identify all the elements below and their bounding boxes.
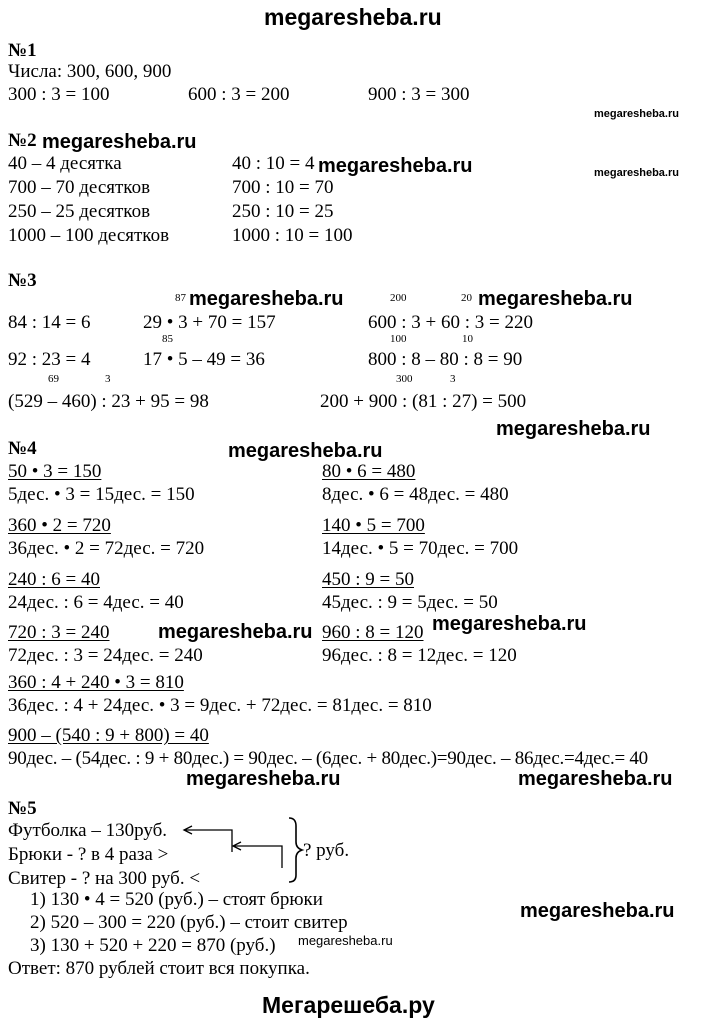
- task2-right-4: 1000 : 10 = 100: [232, 225, 353, 246]
- watermark: megaresheba.ru: [594, 108, 679, 120]
- watermark: megaresheba.ru: [520, 900, 675, 922]
- task2-left-3: 250 – 25 десятков: [8, 201, 151, 222]
- task5-line-2: Брюки - ? в 4 раза >: [8, 844, 169, 865]
- task4-d1: 140 • 5 = 700: [322, 515, 425, 536]
- task1-heading: №1: [8, 40, 37, 61]
- task4-c2: 36дес. • 2 = 72дес. = 720: [8, 538, 205, 559]
- task4-i1: 360 : 4 + 240 • 3 = 810: [8, 672, 184, 693]
- task3-eq7-note-a: 69: [48, 373, 59, 385]
- task3-eq3-note-b: 20: [461, 292, 472, 304]
- task4-i2: 36дес. : 4 + 24дес. • 3 = 9дес. + 72дес. = 81дес. = 810: [8, 695, 432, 716]
- task4-b2: 8дес. • 6 = 48дес. = 480: [322, 484, 509, 505]
- task4-j2: 90дес. – (54дес. : 9 + 80дес.) = 90дес. – (6дес. + 80дес.)=90дес. – 86дес.=4дес.= 40: [8, 748, 648, 769]
- watermark: megaresheba.ru: [189, 288, 344, 310]
- task3-eq2: 29 • 3 + 70 = 157: [143, 312, 276, 333]
- task4-d2: 14дес. • 5 = 70дес. = 700: [322, 538, 519, 559]
- watermark: megaresheba.ru: [496, 418, 651, 440]
- task1-numbers: Числа: 300, 600, 900: [8, 61, 172, 82]
- task4-a1: 50 • 3 = 150: [8, 461, 102, 482]
- watermark: megaresheba.ru: [42, 131, 197, 153]
- task5-step-3: 3) 130 + 520 + 220 = 870 (руб.): [30, 935, 276, 956]
- task4-e1: 240 : 6 = 40: [8, 569, 100, 590]
- task3-eq6-note-a: 100: [390, 333, 407, 345]
- task5-question: ? руб.: [303, 840, 350, 861]
- task4-g1: 720 : 3 = 240: [8, 622, 110, 643]
- task2-right-1: 40 : 10 = 4: [232, 153, 315, 174]
- task3-eq8-note-a: 300: [396, 373, 413, 385]
- task4-g2: 72дес. : 3 = 24дес. = 240: [8, 645, 203, 666]
- task4-j1: 900 – (540 : 9 + 800) = 40: [8, 725, 209, 746]
- task2-left-2: 700 – 70 десятков: [8, 177, 151, 198]
- task4-c1: 360 • 2 = 720: [8, 515, 111, 536]
- task2-heading: №2: [8, 130, 37, 151]
- watermark: megaresheba.ru: [478, 288, 633, 310]
- task3-eq4: 92 : 23 = 4: [8, 349, 91, 370]
- task2-left-4: 1000 – 100 десятков: [8, 225, 170, 246]
- task5-step-1: 1) 130 • 4 = 520 (руб.) – стоят брюки: [30, 889, 323, 910]
- task1-eq3: 900 : 3 = 300: [368, 84, 470, 105]
- watermark: megaresheba.ru: [186, 768, 341, 790]
- watermark: megaresheba.ru: [228, 440, 383, 462]
- task4-heading: №4: [8, 438, 37, 459]
- task3-eq8: 200 + 900 : (81 : 27) = 500: [320, 391, 527, 412]
- task2-right-3: 250 : 10 = 25: [232, 201, 334, 222]
- task4-h1: 960 : 8 = 120: [322, 622, 424, 643]
- task4-f2: 45дес. : 9 = 5дес. = 50: [322, 592, 498, 613]
- task3-eq5-note: 85: [162, 333, 173, 345]
- task4-f1: 450 : 9 = 50: [322, 569, 414, 590]
- task5-step-2: 2) 520 – 300 = 220 (руб.) – стоит свитер: [30, 912, 348, 933]
- task3-eq6-note-b: 10: [462, 333, 473, 345]
- site-header: megaresheba.ru: [264, 4, 442, 30]
- task3-eq3: 600 : 3 + 60 : 3 = 220: [368, 312, 533, 333]
- watermark: megaresheba.ru: [298, 933, 393, 948]
- task2-left-1: 40 – 4 десятка: [8, 153, 122, 174]
- task3-heading: №3: [8, 270, 37, 291]
- task4-h2: 96дес. : 8 = 12дес. = 120: [322, 645, 517, 666]
- task5-answer: Ответ: 870 рублей стоит вся покупка.: [8, 958, 310, 979]
- site-footer: Мегарешеба.ру: [262, 992, 435, 1018]
- watermark: megaresheba.ru: [518, 768, 673, 790]
- watermark: megaresheba.ru: [594, 167, 679, 179]
- task5-heading: №5: [8, 798, 37, 819]
- watermark: megaresheba.ru: [432, 613, 587, 635]
- task3-eq7-note-b: 3: [105, 373, 111, 385]
- task5-line-1: Футболка – 130руб.: [8, 820, 168, 841]
- task4-e2: 24дес. : 6 = 4дес. = 40: [8, 592, 184, 613]
- task3-eq7: (529 – 460) : 23 + 95 = 98: [8, 391, 209, 412]
- task3-eq3-note-a: 200: [390, 292, 407, 304]
- task3-eq8-note-b: 3: [450, 373, 456, 385]
- task3-eq1: 84 : 14 = 6: [8, 312, 91, 333]
- task3-eq2-note: 87: [175, 292, 186, 304]
- watermark: megaresheba.ru: [158, 621, 313, 643]
- task4-b1: 80 • 6 = 480: [322, 461, 416, 482]
- task2-right-2: 700 : 10 = 70: [232, 177, 334, 198]
- task4-a2: 5дес. • 3 = 15дес. = 150: [8, 484, 195, 505]
- task1-eq1: 300 : 3 = 100: [8, 84, 110, 105]
- task1-eq2: 600 : 3 = 200: [188, 84, 290, 105]
- task3-eq6: 800 : 8 – 80 : 8 = 90: [368, 349, 523, 370]
- task5-line-3: Свитер - ? на 300 руб. <: [8, 868, 201, 889]
- watermark: megaresheba.ru: [318, 155, 473, 177]
- task3-eq5: 17 • 5 – 49 = 36: [143, 349, 265, 370]
- brace-icon: [289, 818, 302, 882]
